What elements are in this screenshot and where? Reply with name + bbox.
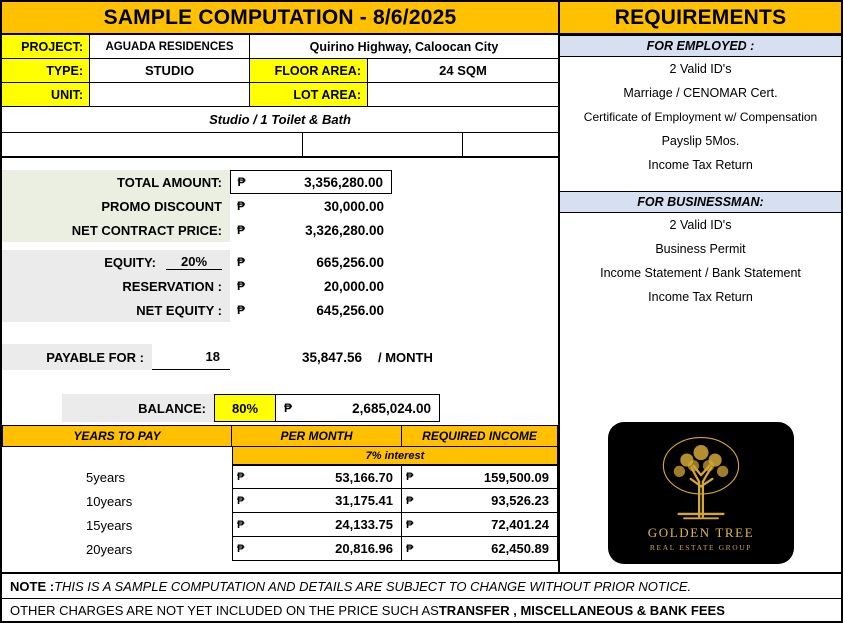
equity-value: 665,256.00	[316, 254, 384, 270]
peso-sign: ₱	[237, 518, 245, 531]
required-income-value: 93,526.23	[491, 493, 549, 508]
required-income-cell	[402, 513, 558, 537]
requirement-item: 2 Valid ID's	[669, 218, 732, 232]
footer-line-2	[2, 598, 841, 622]
requirement-item: Marriage / CENOMAR Cert.	[623, 86, 778, 100]
logo-company-name: GOLDEN TREE	[647, 525, 755, 540]
equity-row	[2, 250, 558, 274]
unit-row	[2, 83, 558, 107]
lot-area-value[interactable]	[368, 83, 558, 107]
spacer-mid	[303, 133, 463, 156]
reservation-label: RESERVATION :	[2, 274, 230, 298]
required-income-value: 62,450.89	[491, 541, 549, 556]
net-contract-price-row	[2, 218, 558, 242]
net-equity-row	[2, 298, 558, 322]
unit-subtitle: Studio / 1 Toilet & Bath	[2, 107, 558, 133]
peso-sign: ₱	[406, 494, 414, 507]
footer-line-1	[2, 574, 841, 598]
net-contract-price-value: 3,326,280.00	[305, 222, 384, 238]
peso-sign: ₱	[237, 494, 245, 507]
logo-company-subtitle: REAL ESTATE GROUP	[649, 543, 753, 552]
equity-label	[2, 250, 230, 274]
table-row	[2, 513, 558, 537]
per-month-cell	[232, 465, 402, 489]
unit-label: UNIT:	[2, 83, 90, 107]
per-month-cell	[232, 513, 402, 537]
trail	[392, 194, 558, 218]
equity-label-text: EQUITY:	[104, 254, 156, 270]
payable-for-row	[2, 344, 558, 370]
net-contract-price-label: NET CONTRACT PRICE:	[2, 218, 230, 242]
trail	[392, 274, 558, 298]
other-charges-text: OTHER CHARGES ARE NOT YET INCLUDED ON THE PRICE SUCH AS	[10, 603, 439, 618]
note-text: THIS IS A SAMPLE COMPUTATION AND DETAILS ARE SUBJECT TO CHANGE WITHOUT PRIOR NOTICE.	[54, 578, 692, 594]
trail	[392, 170, 558, 194]
requirement-item: Income Tax Return	[648, 158, 753, 172]
gap	[2, 322, 558, 344]
peso-sign: ₱	[237, 542, 245, 555]
floor-area-label: FLOOR AREA:	[250, 59, 368, 83]
interest-note: 7% interest	[232, 447, 558, 465]
payable-monthly-amount: 35,847.56	[301, 349, 362, 365]
tree-icon	[649, 430, 753, 524]
requirement-item: Business Permit	[655, 242, 746, 256]
requirements-panel	[558, 2, 841, 572]
footer-note	[2, 572, 841, 621]
requirement-item: 2 Valid ID's	[669, 62, 732, 76]
table-row	[2, 465, 558, 489]
project-row	[2, 35, 558, 59]
note-label: NOTE :	[10, 578, 55, 594]
other-charges-bold: TRANSFER , MISCELLANEOUS & BANK FEES	[438, 603, 725, 618]
per-month-cell	[232, 537, 402, 561]
gap	[2, 370, 558, 394]
peso-sign: ₱	[406, 542, 414, 555]
gap	[2, 242, 558, 250]
years-table-header	[2, 425, 558, 447]
per-month-value: 31,175.41	[335, 493, 393, 508]
promo-discount-value: 30,000.00	[323, 198, 384, 214]
gap	[2, 158, 558, 170]
lot-area-label: LOT AREA:	[250, 83, 368, 107]
for-employed-header: FOR EMPLOYED :	[560, 35, 841, 57]
years-label: 10years	[86, 493, 133, 509]
col-header-years: YEARS TO PAY	[2, 425, 232, 447]
balance-row	[2, 394, 558, 422]
balance-label: BALANCE:	[62, 394, 214, 422]
total-amount-value: 3,356,280.00	[252, 170, 392, 194]
required-income-cell	[402, 537, 558, 561]
peso-sign: ₱	[237, 471, 245, 483]
per-month-cell	[232, 489, 402, 513]
spacer-right	[463, 133, 558, 156]
reservation-row	[2, 274, 558, 298]
balance-percent[interactable]: 80%	[214, 394, 276, 422]
project-label: PROJECT:	[2, 35, 90, 59]
table-row	[2, 537, 558, 561]
peso-sign: ₱	[230, 170, 252, 194]
required-income-cell	[402, 489, 558, 513]
spacer-row	[2, 133, 558, 157]
gap	[560, 177, 841, 191]
promo-discount-label: PROMO DISCOUNT	[2, 194, 230, 218]
years-label: 5years	[86, 469, 126, 485]
floor-area-value[interactable]: 24 SQM	[368, 59, 558, 83]
net-equity-value: 645,256.00	[316, 302, 384, 318]
type-row	[2, 59, 558, 83]
peso-sign: ₱	[236, 199, 245, 213]
project-info-block	[2, 35, 558, 158]
spacer-left	[2, 133, 303, 156]
promo-discount-row	[2, 194, 558, 218]
balance-value: 2,685,024.00	[300, 394, 440, 422]
peso-sign: ₱	[236, 303, 245, 317]
col-header-required-income: REQUIRED INCOME	[402, 425, 558, 447]
net-equity-label: NET EQUITY :	[2, 298, 230, 322]
peso-sign: ₱	[406, 518, 414, 531]
unit-value[interactable]	[90, 83, 250, 107]
requirements-title: REQUIREMENTS	[560, 2, 841, 35]
type-label: TYPE:	[2, 59, 90, 83]
requirement-item: Certificate of Employment w/ Compensation	[583, 110, 818, 124]
peso-sign: ₱	[406, 471, 414, 483]
trail	[392, 250, 558, 274]
trail	[392, 218, 558, 242]
payable-unit: / MONTH	[378, 349, 433, 365]
payable-term-months[interactable]: 18	[152, 344, 230, 370]
total-amount-row	[2, 170, 558, 194]
peso-sign: ₱	[236, 255, 245, 269]
years-to-pay-table	[2, 425, 558, 561]
location-value[interactable]: Quirino Highway, Caloocan City	[250, 35, 558, 59]
years-label: 15years	[86, 517, 133, 533]
project-value[interactable]: AGUADA RESIDENCES	[90, 35, 250, 59]
peso-sign: ₱	[236, 223, 245, 237]
peso-sign: ₱	[276, 394, 300, 422]
required-income-value: 159,500.09	[483, 469, 549, 485]
trail	[392, 298, 558, 322]
per-month-value: 20,816.96	[335, 541, 393, 556]
for-businessman-header: FOR BUSINESSMAN:	[560, 191, 841, 213]
reservation-value: 20,000.00	[323, 278, 384, 294]
table-row	[2, 489, 558, 513]
peso-sign: ₱	[236, 279, 245, 293]
required-income-cell	[402, 465, 558, 489]
page-title: SAMPLE COMPUTATION - 8/6/2025	[2, 2, 558, 35]
per-month-value: 24,133.75	[335, 517, 393, 532]
equity-percent[interactable]: 20%	[166, 254, 222, 270]
requirement-item: Income Tax Return	[648, 290, 753, 304]
requirement-item: Payslip 5Mos.	[661, 134, 740, 148]
requirement-item: Income Statement / Bank Statement	[600, 266, 801, 280]
company-logo	[608, 422, 794, 564]
payable-for-label: PAYABLE FOR :	[2, 344, 152, 370]
per-month-value: 53,166.70	[335, 469, 393, 485]
total-amount-label: TOTAL AMOUNT:	[2, 170, 230, 194]
col-header-per-month: PER MONTH	[232, 425, 402, 447]
computation-panel	[2, 2, 558, 572]
type-value[interactable]: STUDIO	[90, 59, 250, 83]
required-income-value: 72,401.24	[491, 517, 549, 532]
years-label: 20years	[86, 541, 133, 557]
